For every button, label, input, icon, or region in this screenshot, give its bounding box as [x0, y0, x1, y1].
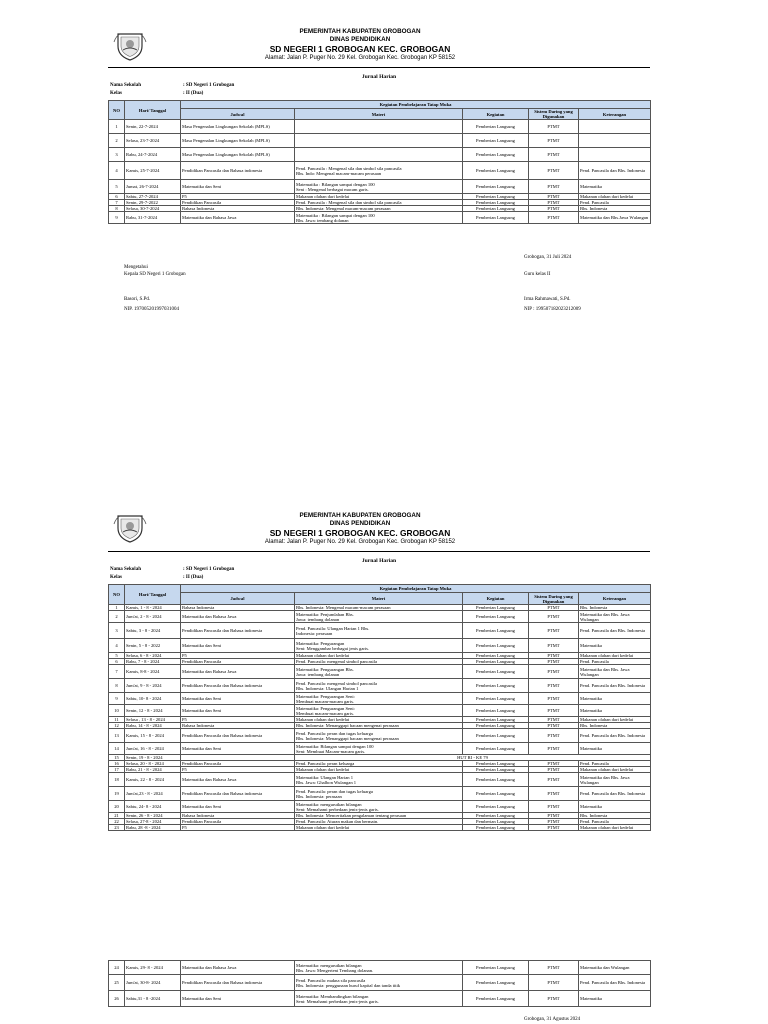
july-left-nip: NIP. 197005201997031004	[124, 307, 180, 312]
cell-sistem: PTMT	[529, 773, 579, 787]
cell-no: 22	[109, 819, 125, 825]
cell-no: 1	[109, 120, 125, 134]
col-day: Hari/ Tanggal	[125, 101, 181, 120]
cell-no: 18	[109, 773, 125, 787]
cell-materi: Makanan olahan dari kedelai	[295, 194, 463, 200]
cell-sistem: PTMT	[529, 717, 579, 723]
cell-kegiatan: Pemberian Langsung	[463, 723, 529, 729]
cell-ket: Bhs. Indonesia	[579, 813, 651, 819]
cell-kegiatan: Pemberian Langsung	[463, 787, 529, 801]
cell-materi: Pend. Pancasila: peran keluarga	[295, 761, 463, 767]
cell-kegiatan: Pemberian Langsung	[463, 717, 529, 723]
cell-day: Kamis, 22 - 8 - 2024	[125, 773, 181, 787]
cell-day: Sabtu, 3 - 8 - 2024	[125, 623, 181, 639]
cell-no: 25	[109, 975, 125, 991]
cell-sistem: PTMT	[529, 659, 579, 665]
cell-no: 3	[109, 623, 125, 639]
cell-no: 9	[109, 693, 125, 705]
cell-no: 23	[109, 825, 125, 831]
school-name: SD NEGERI 1 GROBOGAN KEC. GROBOGAN	[269, 44, 451, 54]
cell-jadwal: P5	[181, 767, 295, 773]
cell-sistem: PTMT	[529, 653, 579, 659]
cell-no: 7	[109, 665, 125, 679]
cell-day: Kamis, 15 - 8 - 2024	[125, 729, 181, 743]
cell-materi: Matematika: Bilangan sampai dengan 100 Seni: Membuat Macam-macam garis.	[295, 743, 463, 755]
cell-no: 5	[109, 653, 125, 659]
cell-day: Sabtu, 24- 8 - 2024	[125, 801, 181, 813]
cell-ket: Pend. Pancasila dan Bhs. Indonesia	[579, 623, 651, 639]
cell-materi: Matematika: Ulangan Harian 1 Bhs. Jawa: Ghalbon Wulangan 1	[295, 773, 463, 787]
cell-ket: Matematika	[579, 743, 651, 755]
cell-ket: Pend. Pancasila	[579, 761, 651, 767]
cell-jadwal: Pendidikan Pancasila dan Bahasa indonesia	[181, 679, 295, 693]
cell-no: 5	[109, 180, 125, 194]
school-address: Alamat: Jalan P. Puger No. 29 Kel. Grobogan Kec. Grobogan KP 58152	[264, 55, 456, 61]
school-label: Nama Sekolah	[110, 567, 141, 572]
cell-kegiatan: Pemberian Langsung	[463, 813, 529, 819]
cell-kegiatan: Pemberian Langsung	[463, 705, 529, 717]
cell-jadwal: P5	[181, 825, 295, 831]
cell-kegiatan: Pemberian Langsung	[463, 200, 529, 206]
col-sistem: Sistem Daring yang Digunakan	[529, 109, 579, 120]
cell-kegiatan: Pemberian Langsung	[463, 623, 529, 639]
col-group: Kegiatan Pembelajaran Tatap Muka	[181, 101, 651, 109]
cell-jadwal: P5	[181, 194, 295, 200]
school-address: Alamat: Jalan P. Puger No. 29 Kel. Grobogan Kec. Grobogan KP 58152	[264, 539, 456, 545]
cell-kegiatan: Pemberian Langsung	[463, 653, 529, 659]
cell-day: Selasa, 6 - 8 - 2024	[125, 653, 181, 659]
cell-kegiatan: Pemberian Langsung	[463, 961, 529, 975]
cell-kegiatan: Pemberian Langsung	[463, 679, 529, 693]
cell-materi: Pend. Pancasila: peran dan tugas keluarga Bhs. Indonesia: Menanggapi bacaan mengenai perasaan	[295, 729, 463, 743]
col-materi: Materi	[295, 109, 463, 120]
cell-kegiatan: Pemberian Langsung	[463, 134, 529, 148]
col-ket: Keterangan	[579, 109, 651, 120]
cell-ket: Matematika dan Wulangan	[579, 961, 651, 975]
cell-materi: Pend. Pancasila: peran dan tugas keluarga Bhs. Indonesia: perasaan	[295, 787, 463, 801]
cell-sistem: PTMT	[529, 813, 579, 819]
cell-no: 3	[109, 148, 125, 162]
cell-no: 20	[109, 801, 125, 813]
cell-day: Sabtu,31 - 8 -2024	[125, 991, 181, 1007]
cell-materi: Matematika : Bilangan sampai dengan 100 Bhs. Jawa: tembang dolanan	[295, 212, 463, 224]
cell-materi: Matematika : Bilangan sampai dengan 100 Seni : Mengenal berbagai macam garis.	[295, 180, 463, 194]
col-kegiatan: Kegiatan	[463, 593, 529, 605]
cell-sistem: PTMT	[529, 134, 579, 148]
cell-sistem: PTMT	[529, 212, 579, 224]
cell-sistem: PTMT	[529, 148, 579, 162]
cell-day: Selasa, 23-7-2024	[125, 134, 181, 148]
cell-kegiatan: Pemberian Langsung	[463, 180, 529, 194]
cell-kegiatan: Pemberian Langsung	[463, 194, 529, 200]
cell-sistem: PTMT	[529, 991, 579, 1007]
cell-jadwal: Pendidikan Pancasila	[181, 659, 295, 665]
cell-materi: Makanan olahan dari kedelai	[295, 767, 463, 773]
cell-sistem: PTMT	[529, 825, 579, 831]
cell-kegiatan: Pemberian Langsung	[463, 819, 529, 825]
cell-day: Rabu, 7 - 8 - 2024	[125, 659, 181, 665]
cell-kegiatan: Pemberian Langsung	[463, 825, 529, 831]
cell-no: 10	[109, 705, 125, 717]
cell-materi: Pend. Pancasila: Ulangan Harian 1 Bhs. Indonesia: perasaan	[295, 623, 463, 639]
cell-day: Jumat, 26-7-2024	[125, 180, 181, 194]
cell-jadwal: Matematika dan Bahasa Jawa	[181, 212, 295, 224]
cell-materi: Makanan olahan dari kedelai	[295, 717, 463, 723]
cell-day: Selasa, 20 - 8 - 2024	[125, 761, 181, 767]
cell-jadwal: Masa Pengenalan Lingkungan Sekolah (MPLS)	[181, 148, 295, 162]
cell-materi: Pend. Pancasila: mengenal simbol pancasila Bhs. Indonesia: Ulangan Harian 1	[295, 679, 463, 693]
cell-materi: Matematika: Membandingkan bilangan Seni: Memahami perbedaan jenis-jenis garis.	[295, 991, 463, 1007]
col-sistem: Sistem Daring yang Digunakan	[529, 593, 579, 605]
cell-sistem: PTMT	[529, 961, 579, 975]
school-label: Nama Sekolah	[110, 83, 141, 88]
cell-ket: Pend. Pancasila	[579, 819, 651, 825]
cell-jadwal: Matematika dan Seni	[181, 639, 295, 653]
cell-ket: Matematika	[579, 693, 651, 705]
cell-no: 26	[109, 991, 125, 1007]
cell-sistem: PTMT	[529, 705, 579, 717]
col-day: Hari/ Tanggal	[125, 585, 181, 605]
cell-materi: Pend. Pancasila: Aturan makan dan bermain.	[295, 819, 463, 825]
cell-sistem: PTMT	[529, 194, 579, 200]
cell-no: 24	[109, 961, 125, 975]
cell-sistem: PTMT	[529, 723, 579, 729]
cell-day: Jum'at, 30-8- 2024	[125, 975, 181, 991]
july-left-name: Basori, S.Pd.	[124, 297, 151, 302]
cell-day: Sabtu, 10- 8 - 2024	[125, 693, 181, 705]
class-value: : II (Dua)	[183, 575, 204, 580]
cell-no: 12	[109, 723, 125, 729]
cell-materi: Matematika: Pengurangan Bhs. Jawa: tembang dolanan	[295, 665, 463, 679]
cell-jadwal: P5	[181, 717, 295, 723]
cell-jadwal: Matematika dan Seni	[181, 801, 295, 813]
cell-day: Rabu, 24-7-2024	[125, 148, 181, 162]
cell-day: Senin, 5 - 8 - 2022	[125, 639, 181, 653]
cell-materi: Matematika: Pengurangan Seni: Menggambar berbagai jenis garis.	[295, 639, 463, 653]
cell-ket: Pend. Pancasila dan Bhs. Indonesia	[579, 975, 651, 991]
cell-sistem: PTMT	[529, 693, 579, 705]
cell-day: Senin, 22-7-2024	[125, 120, 181, 134]
cell-kegiatan: Pemberian Langsung	[463, 162, 529, 180]
cell-materi: Pend. Pancasila: mengenal simbol pancasila	[295, 659, 463, 665]
cell-day: Rabu, 31-7-2024	[125, 212, 181, 224]
cell-jadwal: Matematika dan Seni	[181, 743, 295, 755]
cell-kegiatan: Pemberian Langsung	[463, 801, 529, 813]
cell-sistem: PTMT	[529, 120, 579, 134]
cell-day: Jum'at, 16 - 8 - 2024	[125, 743, 181, 755]
cell-no: 11	[109, 717, 125, 723]
class-label: Kelas	[110, 575, 122, 580]
cell-day: Kamis, 1 - 8 - 2024	[125, 605, 181, 611]
cell-jadwal: Matematika dan Seni	[181, 180, 295, 194]
cell-materi: Bhs. Indonesia: Menceritakan pengalaman tentang perasaan	[295, 813, 463, 819]
cell-ket: Pend. Pancasila dan Bhs. Indonesia	[579, 162, 651, 180]
cell-kegiatan: Pemberian Langsung	[463, 773, 529, 787]
cell-no: 7	[109, 200, 125, 206]
cell-materi: HUT RI - KE 79	[295, 755, 651, 761]
cell-sistem: PTMT	[529, 761, 579, 767]
cell-no: 8	[109, 679, 125, 693]
cell-materi: Matematika: Penjumlahan Bhs. Jawa: tembang dolanan	[295, 611, 463, 623]
cell-sistem: PTMT	[529, 162, 579, 180]
cell-materi: Matematika: Pengurangan Seni: Membuat macam-macam garis.	[295, 693, 463, 705]
cell-jadwal: Matematika dan Bahasa Jawa	[181, 611, 295, 623]
july-right-nip: NIP : 199507182023212009	[524, 307, 581, 312]
cell-no: 16	[109, 761, 125, 767]
cell-jadwal: Matematika dan Bahasa Jawa	[181, 665, 295, 679]
cell-jadwal: Pendidikan Pancasila dan Bahasa indonesia	[181, 162, 295, 180]
cell-jadwal: Bahasa Indonesia	[181, 206, 295, 212]
cell-no: 9	[109, 212, 125, 224]
cell-day: Selasa , 13 - 8 - 2024	[125, 717, 181, 723]
cell-sistem: PTMT	[529, 206, 579, 212]
cell-no: 14	[109, 743, 125, 755]
cell-ket: Makanan olahan dari kedelai	[579, 653, 651, 659]
cell-jadwal: Bahasa Indonesia	[181, 813, 295, 819]
cell-no: 13	[109, 729, 125, 743]
cell-ket: Pend. Pancasila dan Bhs. Indonesia	[579, 787, 651, 801]
cell-jadwal: Pendidikan Pancasila	[181, 200, 295, 206]
col-no: NO	[109, 585, 125, 605]
cell-materi: Bhs. Indonesia: Menanggapi bacaan mengenai perasaan	[295, 723, 463, 729]
cell-jadwal: Masa Pengenalan Lingkungan Sekolah (MPLS)	[181, 120, 295, 134]
cell-no: 19	[109, 787, 125, 801]
cell-ket: Bhs. Indonesia	[579, 206, 651, 212]
cell-jadwal: Pendidikan Pancasila dan Bahasa indonesia	[181, 975, 295, 991]
cell-kegiatan: Pemberian Langsung	[463, 659, 529, 665]
class-label: Kelas	[110, 91, 122, 96]
cell-ket: Matematika	[579, 639, 651, 653]
cell-no: 17	[109, 767, 125, 773]
july-left-title1: Mengetahui	[124, 265, 148, 270]
cell-jadwal: Matematika dan Seni	[181, 991, 295, 1007]
cell-ket: Matematika	[579, 705, 651, 717]
cell-jadwal: Masa Pengenalan Lingkungan Sekolah (MPLS)	[181, 134, 295, 148]
july-left-title2: Kepala SD Negeri 1 Grobogan	[124, 272, 186, 277]
cell-materi: Pend. Pancasila: makna sila pancasila Bhs. Indonesia: penggunaan huruf kapital dan tanda titik	[295, 975, 463, 991]
school-name: SD NEGERI 1 GROBOGAN KEC. GROBOGAN	[269, 528, 451, 538]
cell-ket: Matematika dan Bhs. Jawa Wulangan	[579, 665, 651, 679]
cell-jadwal: Pendidikan Pancasila dan Bahasa indonesia	[181, 729, 295, 743]
cell-ket: Makanan olahan dari kedelai	[579, 194, 651, 200]
cell-kegiatan: Pemberian Langsung	[463, 761, 529, 767]
cell-ket: Matematika	[579, 180, 651, 194]
cell-ket: Bhs. Indonesia	[579, 605, 651, 611]
cell-kegiatan: Pemberian Langsung	[463, 611, 529, 623]
col-jadwal: Jadwal	[181, 593, 295, 605]
cell-day: Senin, 19 - 8 - 2024	[125, 755, 181, 761]
cell-ket: Matematika dan Bhs.Jawa Wulangan	[579, 212, 651, 224]
agency-line: DINAS PENDIDIKAN	[329, 520, 391, 527]
school-value: : SD Negeri 1 Grobogan	[183, 83, 235, 88]
cell-day: Kamis, 8-8 - 2024	[125, 665, 181, 679]
cell-day: Rabu, 28 -8 - 2024	[125, 825, 181, 831]
cell-materi: Pend. Pancasila : Mengenal sila dan simbol sila pancasila Bhs. Indo: Mengenal macam-macam perasaan	[295, 162, 463, 180]
cell-day: Senin, 29-7-2022	[125, 200, 181, 206]
cell-day: Kamis, 25-7-2024	[125, 162, 181, 180]
cell-day: Jum'at, 9 - 8 - 2024	[125, 679, 181, 693]
cell-ket: Matematika dan Bhs. Jawa Wulangan	[579, 611, 651, 623]
cell-jadwal: Matematika dan Bahasa Jawa	[181, 773, 295, 787]
cell-materi: Makanan olahan dari kedelai	[295, 825, 463, 831]
cell-no: 15	[109, 755, 125, 761]
cell-jadwal: Pendidikan Pancasila	[181, 761, 295, 767]
cell-day: Sabtu, 27-7-2024	[125, 194, 181, 200]
cell-kegiatan: Pemberian Langsung	[463, 605, 529, 611]
col-ket: Keterangan	[579, 593, 651, 605]
cell-jadwal: Matematika dan Bahasa Jawa	[181, 961, 295, 975]
cell-sistem: PTMT	[529, 801, 579, 813]
cell-jadwal: Pendidikan Pancasila	[181, 819, 295, 825]
col-materi: Materi	[295, 593, 463, 605]
journal-table-august-cont	[108, 960, 651, 1007]
cell-no: 2	[109, 611, 125, 623]
cell-kegiatan: Pemberian Langsung	[463, 665, 529, 679]
school-value: : SD Negeri 1 Grobogan	[183, 567, 235, 572]
col-group: Kegiatan Pembelajaran Tatap Muka	[181, 585, 651, 593]
july-right-name: Irma Rahmawati, S.Pd.	[524, 297, 571, 302]
cell-kegiatan: Pemberian Langsung	[463, 975, 529, 991]
cell-kegiatan: Pemberian Langsung	[463, 991, 529, 1007]
gov-line: PEMERINTAH KABUPATEN GROBOGAN	[299, 28, 421, 35]
col-no: NO	[109, 101, 125, 120]
cell-ket: Pend. Pancasila dan Bhs. Indonesia	[579, 679, 651, 693]
cell-sistem: PTMT	[529, 611, 579, 623]
cell-sistem: PTMT	[529, 767, 579, 773]
table-row	[109, 961, 651, 975]
cell-no: 1	[109, 605, 125, 611]
cell-ket: Pend. Pancasila dan Bhs. Indonesia	[579, 729, 651, 743]
cell-sistem: PTMT	[529, 665, 579, 679]
col-kegiatan: Kegiatan	[463, 109, 529, 120]
cell-jadwal: Matematika dan Seni	[181, 693, 295, 705]
cell-day: Kamis, 29- 8 - 2024	[125, 961, 181, 975]
cell-sistem: PTMT	[529, 975, 579, 991]
cell-day: Senin, 12 - 8 - 2024	[125, 705, 181, 717]
cell-materi: Bhs. Indonesia: Mengenal macam-macam perasaan	[295, 605, 463, 611]
cell-no: 2	[109, 134, 125, 148]
cell-ket: Matematika dan Bhs. Jawa Wulangan	[579, 773, 651, 787]
cell-no: 21	[109, 813, 125, 819]
cell-materi: Pend. Pancasila : Mengenal sila dan simbol sila pancasila	[295, 200, 463, 206]
table-row	[109, 991, 651, 1007]
cell-ket: Makanan olahan dari kedelai	[579, 767, 651, 773]
cell-materi: Matematika: mengurutkan bilangan Seni: Memahami perbedaan jenis-jenis garis.	[295, 801, 463, 813]
august-place-date: Grobogan, 31 Agustus 2024	[524, 1017, 581, 1022]
cell-sistem: PTMT	[529, 743, 579, 755]
cell-kegiatan: Pemberian Langsung	[463, 206, 529, 212]
cell-day: Jum'at, 2 - 8 - 2024	[125, 611, 181, 623]
cell-no: 6	[109, 659, 125, 665]
cell-day: Selasa, 27-8 - 2024	[125, 819, 181, 825]
cell-no: 4	[109, 639, 125, 653]
cell-sistem: PTMT	[529, 679, 579, 693]
cell-sistem: PTMT	[529, 729, 579, 743]
cell-sistem: PTMT	[529, 180, 579, 194]
cell-jadwal: Bahasa Indonesia	[181, 723, 295, 729]
gov-line: PEMERINTAH KABUPATEN GROBOGAN	[299, 512, 421, 519]
cell-jadwal: Pendidikan Pancasila dan Bahasa indonesia	[181, 787, 295, 801]
cell-kegiatan: Pemberian Langsung	[463, 120, 529, 134]
cell-materi: Makanan olahan dari kedelai	[295, 653, 463, 659]
cell-day: Selasa, 30-7-2024	[125, 206, 181, 212]
cell-day: Senin, 26 - 8 - 2024	[125, 813, 181, 819]
cell-jadwal: Pendidikan Pancasila dan Bahasa indonesia	[181, 623, 295, 639]
agency-line: DINAS PENDIDIKAN	[329, 36, 391, 43]
cell-ket: Pend. Pancasila	[579, 659, 651, 665]
cell-day: Rabu, 14 - 8 - 2024	[125, 723, 181, 729]
cell-sistem: PTMT	[529, 639, 579, 653]
cell-materi: Matematika: mengurutkan bilangan Bhs. Jawa: Mengerteni Tembang dolanan.	[295, 961, 463, 975]
journal-title: Jurnal Harian	[361, 558, 397, 564]
july-right-title: Guru kelas II	[524, 272, 551, 277]
cell-sistem: PTMT	[529, 200, 579, 206]
cell-kegiatan: Pemberian Langsung	[463, 639, 529, 653]
cell-day: Jum'at,23 - 8 - 2024	[125, 787, 181, 801]
cell-ket: Makanan olahan dari kedelai	[579, 717, 651, 723]
cell-ket: Makanan olahan dari kedelai	[579, 825, 651, 831]
table-row	[109, 975, 651, 991]
cell-no: 4	[109, 162, 125, 180]
cell-jadwal: Matematika dan Seni	[181, 705, 295, 717]
cell-materi: Bhs. Indonesia: Mengenal macam-macam perasaan	[295, 206, 463, 212]
july-place-date: Grobogan, 31 Juli 2024	[524, 255, 572, 260]
cell-ket: Matematika	[579, 991, 651, 1007]
cell-sistem: PTMT	[529, 819, 579, 825]
cell-sistem: PTMT	[529, 605, 579, 611]
cell-kegiatan: Pemberian Langsung	[463, 743, 529, 755]
cell-sistem: PTMT	[529, 623, 579, 639]
class-value: : II (Dua)	[183, 91, 204, 96]
cell-no: 8	[109, 206, 125, 212]
cell-kegiatan: Pemberian Langsung	[463, 148, 529, 162]
cell-ket: Pend. Pancasila	[579, 200, 651, 206]
cell-jadwal: P5	[181, 653, 295, 659]
cell-kegiatan: Pemberian Langsung	[463, 693, 529, 705]
journal-title: Jurnal Harian	[361, 74, 397, 80]
cell-day: Rabu, 21 - 8 - 2024	[125, 767, 181, 773]
col-jadwal: Jadwal	[181, 109, 295, 120]
cell-materi: Matematika: Pengurangan Seni: Membuat macam-macam garis.	[295, 705, 463, 717]
cell-kegiatan: Pemberian Langsung	[463, 729, 529, 743]
cell-kegiatan: Pemberian Langsung	[463, 212, 529, 224]
cell-no: 6	[109, 194, 125, 200]
cell-ket: Matematika	[579, 801, 651, 813]
cell-jadwal: Bahasa Indonesia	[181, 605, 295, 611]
cell-kegiatan: Pemberian Langsung	[463, 767, 529, 773]
cell-sistem: PTMT	[529, 787, 579, 801]
cell-ket: Bhs. Indonesia	[579, 723, 651, 729]
